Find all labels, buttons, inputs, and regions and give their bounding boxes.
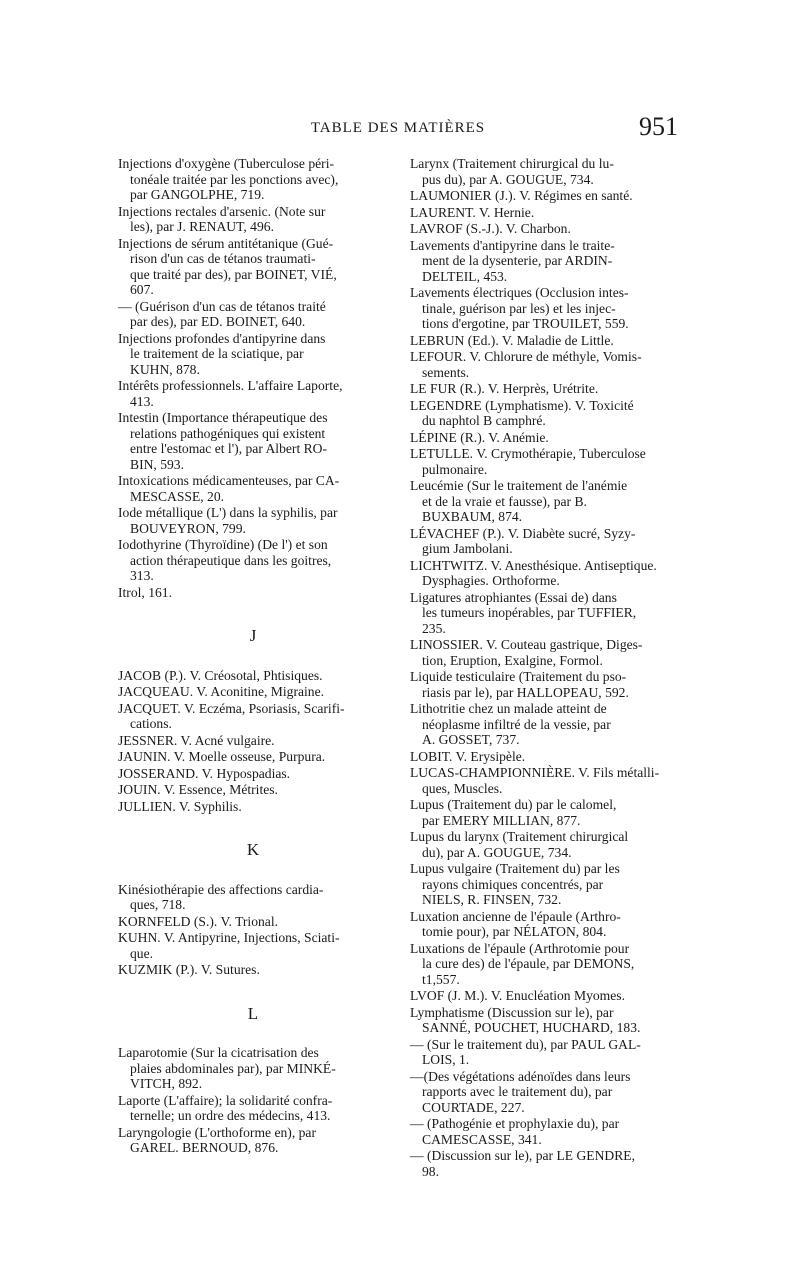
index-entry: [410, 1148, 680, 1179]
index-entry: [410, 558, 680, 589]
index-entry: [410, 701, 680, 748]
index-entry-line: Luxations de l'épaule (Arthrotomie pour: [410, 940, 630, 956]
index-entry-line: Intoxications médicamenteuses, par CA-: [118, 473, 340, 488]
index-entry: [118, 799, 388, 815]
index-entry-line: NIELS, R. FINSEN, 732.: [422, 892, 562, 907]
running-title: TABLE DES MATIÈRES: [310, 120, 486, 136]
index-entry: [410, 1005, 680, 1036]
index-entry-line: BOUVEYRON, 799.: [130, 520, 246, 536]
index-entry: [410, 941, 680, 988]
index-entry-line: 413.: [130, 393, 154, 409]
index-entry-line: t1,557.: [422, 971, 460, 987]
index-entry-line: ques, 718.: [130, 897, 186, 912]
index-entry: [118, 473, 388, 504]
index-entry: [118, 914, 388, 930]
index-entry-line: du), par A. GOUGUE, 734.: [422, 844, 572, 860]
index-entry: [410, 861, 680, 908]
index-entry: [410, 478, 680, 525]
index-entry-line: tomie pour), par NÉLATON, 804.: [422, 924, 607, 939]
index-entry-line: LEGENDRE (Lymphatisme). V. Toxicité: [410, 397, 634, 413]
index-entry-line: GAREL. BERNOUD, 876.: [130, 1140, 279, 1155]
index-entry-line: Luxation ancienne de l'épaule (Arthro-: [410, 908, 621, 924]
index-entry-line: LÉVACHEF (P.). V. Diabète sucré, Syzy-: [410, 525, 636, 541]
index-entry-line: COURTADE, 227.: [422, 1099, 525, 1115]
index-entry-line: action thérapeutique dans les goitres,: [130, 552, 332, 568]
index-entry: [410, 446, 680, 477]
index-entry-line: —(Des végétations adénoïdes dans leurs: [410, 1068, 631, 1084]
index-entry-line: Laporte (L'affaire); la solidarité confra-: [118, 1092, 333, 1108]
index-entry-line: LINOSSIER. V. Couteau gastrique, Diges-: [410, 637, 643, 652]
index-entry-line: CAMESCASSE, 341.: [422, 1131, 542, 1147]
index-entry: [410, 285, 680, 332]
index-entry: [410, 797, 680, 828]
index-entry-line: entre l'estomac et l'), par Albert RO-: [130, 441, 328, 456]
index-entry-line: pus du), par A. GOUGUE, 734.: [422, 171, 594, 187]
index-entry-line: JACQUEAU. V. Aconitine, Migraine.: [118, 684, 325, 699]
index-entry-line: LÉPINE (R.). V. Anémie.: [410, 429, 549, 445]
index-entry-line: DELTEIL, 453.: [422, 268, 508, 284]
index-entry-line: JACOB (P.). V. Créosotal, Phtisiques.: [118, 667, 323, 683]
index-entry-line: Liquide testiculaire (Traitement du pso-: [410, 669, 627, 684]
index-entry: [410, 765, 680, 796]
index-entry-line: rayons chimiques concentrés, par: [422, 876, 604, 892]
index-entry-line: LICHTWITZ. V. Anesthésique. Antiseptique.: [410, 557, 657, 573]
index-entry: [118, 733, 388, 749]
index-entry-line: Laparotomie (Sur la cicatrisation des: [118, 1045, 319, 1060]
index-entry-line: plaies abdominales par), par MINKÉ-: [130, 1060, 336, 1076]
index-entry-line: ques, Muscles.: [422, 780, 503, 796]
index-entry-line: LETULLE. V. Crymothérapie, Tuberculose: [410, 446, 646, 461]
index-entry: [410, 1037, 680, 1068]
index-entry: [118, 331, 388, 378]
index-entry-line: KUZMIK (P.). V. Sutures.: [118, 962, 260, 977]
index-entry-line: LUCAS-CHAMPIONNIÈRE. V. Fils métalli-: [410, 765, 660, 780]
index-entry-line: pulmonaire.: [422, 461, 488, 477]
index-entry-line: du naphtol B camphré.: [422, 413, 546, 428]
index-entry: [410, 188, 680, 204]
index-entry-line: 313.: [130, 568, 154, 583]
index-entry-line: Leucémie (Sur le traitement de l'anémie: [410, 478, 628, 493]
index-entry: [118, 410, 388, 472]
index-entry-line: Lavements d'antipyrine dans le traite-: [410, 237, 615, 253]
index-entry-line: LAVROF (S.-J.). V. Charbon.: [410, 221, 571, 236]
index-entry-line: — (Discussion sur le), par LE GENDRE,: [410, 1148, 636, 1163]
page-number: 951: [639, 112, 678, 141]
index-entry-line: JULLIEN. V. Syphilis.: [118, 798, 242, 814]
page-header: [118, 112, 678, 141]
index-entry-line: cations.: [130, 716, 172, 731]
index-entry-line: Lupus (Traitement du) par le calomel,: [410, 797, 617, 812]
index-entry: [410, 1116, 680, 1147]
index-entry-line: Kinésiothérapie des affections cardia-: [118, 881, 324, 897]
index-entry-line: relations pathogéniques qui existent: [130, 425, 326, 441]
index-entry-line: LE FUR (R.). V. Herprès, Urétrite.: [410, 381, 599, 396]
index-entry-line: 607.: [130, 282, 154, 297]
index-entry: [410, 221, 680, 237]
index-entry: [410, 909, 680, 940]
right-column: [410, 156, 680, 1180]
index-entry-line: KORNFELD (S.). V. Trional.: [118, 913, 279, 929]
index-entry-line: Injections rectales d'arsenic. (Note sur: [118, 203, 326, 219]
index-entry-line: Iode métallique (L') dans la syphilis, par: [118, 505, 338, 520]
index-entry-line: ment de la dysenterie, par ARDIN-: [422, 253, 613, 268]
index-entry-line: la cure des) de l'épaule, par DEMONS,: [422, 956, 635, 971]
index-entry: [118, 668, 388, 684]
index-entry: [118, 882, 388, 913]
index-entry-line: JOSSERAND. V. Hypospadias.: [118, 765, 291, 781]
index-block-k: [118, 882, 388, 978]
index-entry-line: JOUIN. V. Essence, Métrites.: [118, 782, 278, 797]
index-entry-line: tonéale traitée par les ponctions avec),: [130, 171, 339, 187]
index-entry-line: rison d'un cas de tétanos traumati-: [130, 251, 316, 266]
index-entry-line: ternelle; un ordre des médecins, 413.: [130, 1108, 331, 1123]
index-entry-line: tion, Eruption, Exalgine, Formol.: [422, 652, 603, 668]
section-letter-l: L: [247, 1003, 259, 1023]
index-entry-line: Ligatures atrophiantes (Essai de) dans: [410, 589, 617, 605]
index-entry-line: LOBIT. V. Erysipèle.: [410, 748, 526, 764]
left-column: [118, 156, 388, 1157]
index-entry-line: tions d'ergotine, par TROUILET, 559.: [422, 316, 629, 331]
index-entry-line: SANNÉ, POUCHET, HUCHARD, 183.: [422, 1020, 641, 1035]
index-entry-line: KUHN, 878.: [130, 361, 200, 377]
index-entry-line: Intestin (Importance thérapeutique des: [118, 410, 328, 425]
index-entry-line: LEFOUR. V. Chlorure de méthyle, Vomis-: [410, 349, 642, 364]
index-entry-line: 235.: [422, 620, 446, 636]
index-entry-line: par GANGOLPHE, 719.: [130, 187, 265, 202]
index-entry-line: BIN, 593.: [130, 456, 184, 472]
index-entry-line: Lupus du larynx (Traitement chirurgical: [410, 829, 629, 844]
index-entry: [118, 156, 388, 203]
index-entry-line: par EMERY MILLIAN, 877.: [422, 812, 581, 828]
index-entry-line: Dysphagies. Orthoforme.: [422, 573, 560, 588]
index-entry: [118, 1125, 388, 1156]
index-entry-line: Injections de sérum antitétanique (Gué-: [118, 235, 334, 251]
index-entry: [410, 430, 680, 446]
index-entry: [118, 585, 388, 601]
index-entry-line: les), par J. RENAUT, 496.: [130, 219, 274, 234]
index-entry-line: LVOF (J. M.). V. Enucléation Myomes.: [410, 988, 625, 1003]
section-letter-j: J: [249, 626, 257, 645]
index-entry-line: sements.: [422, 364, 470, 380]
index-entry: [410, 156, 680, 187]
index-entry: [410, 238, 680, 285]
index-entry-line: LEBRUN (Ed.). V. Maladie de Little.: [410, 332, 614, 348]
index-entry: [410, 205, 680, 221]
index-entry-line: A. GOSSET, 737.: [422, 732, 520, 747]
section-letter-k: K: [246, 840, 260, 859]
index-entry-line: — (Guérison d'un cas de tétanos traité: [118, 298, 326, 314]
index-entry-line: — (Sur le traitement du), par PAUL GAL-: [410, 1036, 641, 1052]
index-entry: [410, 333, 680, 349]
index-entry-line: JAUNIN. V. Moelle osseuse, Purpura.: [118, 749, 326, 764]
index-entry-line: MESCASSE, 20.: [130, 488, 225, 504]
index-entry: [118, 749, 388, 765]
index-entry-line: LAURENT. V. Hernie.: [410, 204, 535, 220]
index-entry: [118, 701, 388, 732]
index-entry-line: le traitement de la sciatique, par: [130, 346, 304, 361]
index-entry-line: que traité par des), par BOINET, VIÉ,: [130, 266, 337, 282]
index-entry-line: Iodothyrine (Thyroïdine) (De l') et son: [118, 537, 328, 552]
index-entry: [118, 962, 388, 978]
index-entry-line: VITCH, 892.: [130, 1076, 203, 1091]
index-entry: [118, 378, 388, 409]
index-entry-line: Laryngologie (L'orthoforme en), par: [118, 1124, 316, 1140]
index-entry: [118, 1045, 388, 1092]
index-entry-line: — (Pathogénie et prophylaxie du), par: [410, 1116, 620, 1131]
index-entry-line: riasis par le), par HALLOPEAU, 592.: [422, 684, 629, 700]
index-entry-line: tinale, guérison par les) et les injec-: [422, 300, 616, 316]
index-entry-line: Injections profondes d'antipyrine dans: [118, 330, 326, 346]
index-entry: [118, 505, 388, 536]
index-entry-line: néoplasme infiltré de la vessie, par: [422, 716, 611, 732]
index-entry-line: Injections d'oxygène (Tuberculose péri-: [118, 156, 334, 171]
index-entry: [118, 766, 388, 782]
index-entry: [118, 782, 388, 798]
index-block-j: [118, 668, 388, 815]
index-entry-line: rapports avec le traitement du), par: [422, 1084, 613, 1099]
index-entry-line: gium Jambolani.: [422, 541, 513, 556]
index-block-l: [118, 1045, 388, 1156]
index-entry: [410, 749, 680, 765]
index-block-i: [118, 156, 388, 600]
index-entry-line: et de la vraie et fausse), par B.: [422, 493, 587, 509]
index-entry-line: JESSNER. V. Acné vulgaire.: [118, 732, 275, 748]
index-entry: [118, 236, 388, 298]
index-entry-line: par des), par ED. BOINET, 640.: [130, 314, 306, 329]
index-entry-line: les tumeurs inopérables, par TUFFIER,: [422, 605, 637, 620]
index-entry-line: Lithotritie chez un malade atteint de: [410, 701, 607, 716]
index-entry-line: LOIS, 1.: [422, 1052, 470, 1067]
index-entry-line: Lavements électriques (Occlusion intes-: [410, 285, 629, 300]
index-entry: [118, 299, 388, 330]
index-entry-line: KUHN. V. Antipyrine, Injections, Sciati-: [118, 930, 340, 945]
index-entry-line: Larynx (Traitement chirurgical du lu-: [410, 156, 614, 171]
index-entry-line: Intérêts professionnels. L'affaire Laporte,: [118, 378, 343, 393]
index-entry: [410, 829, 680, 860]
index-entry: [410, 349, 680, 380]
index-entry: [118, 1093, 388, 1124]
index-entry: [410, 590, 680, 637]
index-block-l-continued: [410, 156, 680, 1179]
index-entry: [410, 637, 680, 668]
index-entry: [410, 526, 680, 557]
index-entry-line: LAUMONIER (J.). V. Régimes en santé.: [410, 188, 633, 203]
index-entry-line: Itrol, 161.: [118, 584, 172, 600]
index-entry: [410, 1069, 680, 1116]
index-entry: [410, 988, 680, 1004]
index-entry: [410, 381, 680, 397]
index-entry-line: que.: [130, 945, 154, 961]
index-entry-line: Lupus vulgaire (Traitement du) par les: [410, 861, 620, 876]
index-entry: [118, 537, 388, 584]
index-entry: [118, 930, 388, 961]
index-entry: [410, 669, 680, 700]
index-entry: [410, 398, 680, 429]
index-entry: [118, 204, 388, 235]
index-entry-line: BUXBAUM, 874.: [422, 509, 523, 524]
index-entry: [118, 684, 388, 700]
index-entry-line: Lymphatisme (Discussion sur le), par: [410, 1004, 614, 1020]
index-entry-line: JACQUET. V. Eczéma, Psoriasis, Scarifi-: [118, 700, 345, 716]
index-entry-line: 98.: [422, 1163, 439, 1179]
